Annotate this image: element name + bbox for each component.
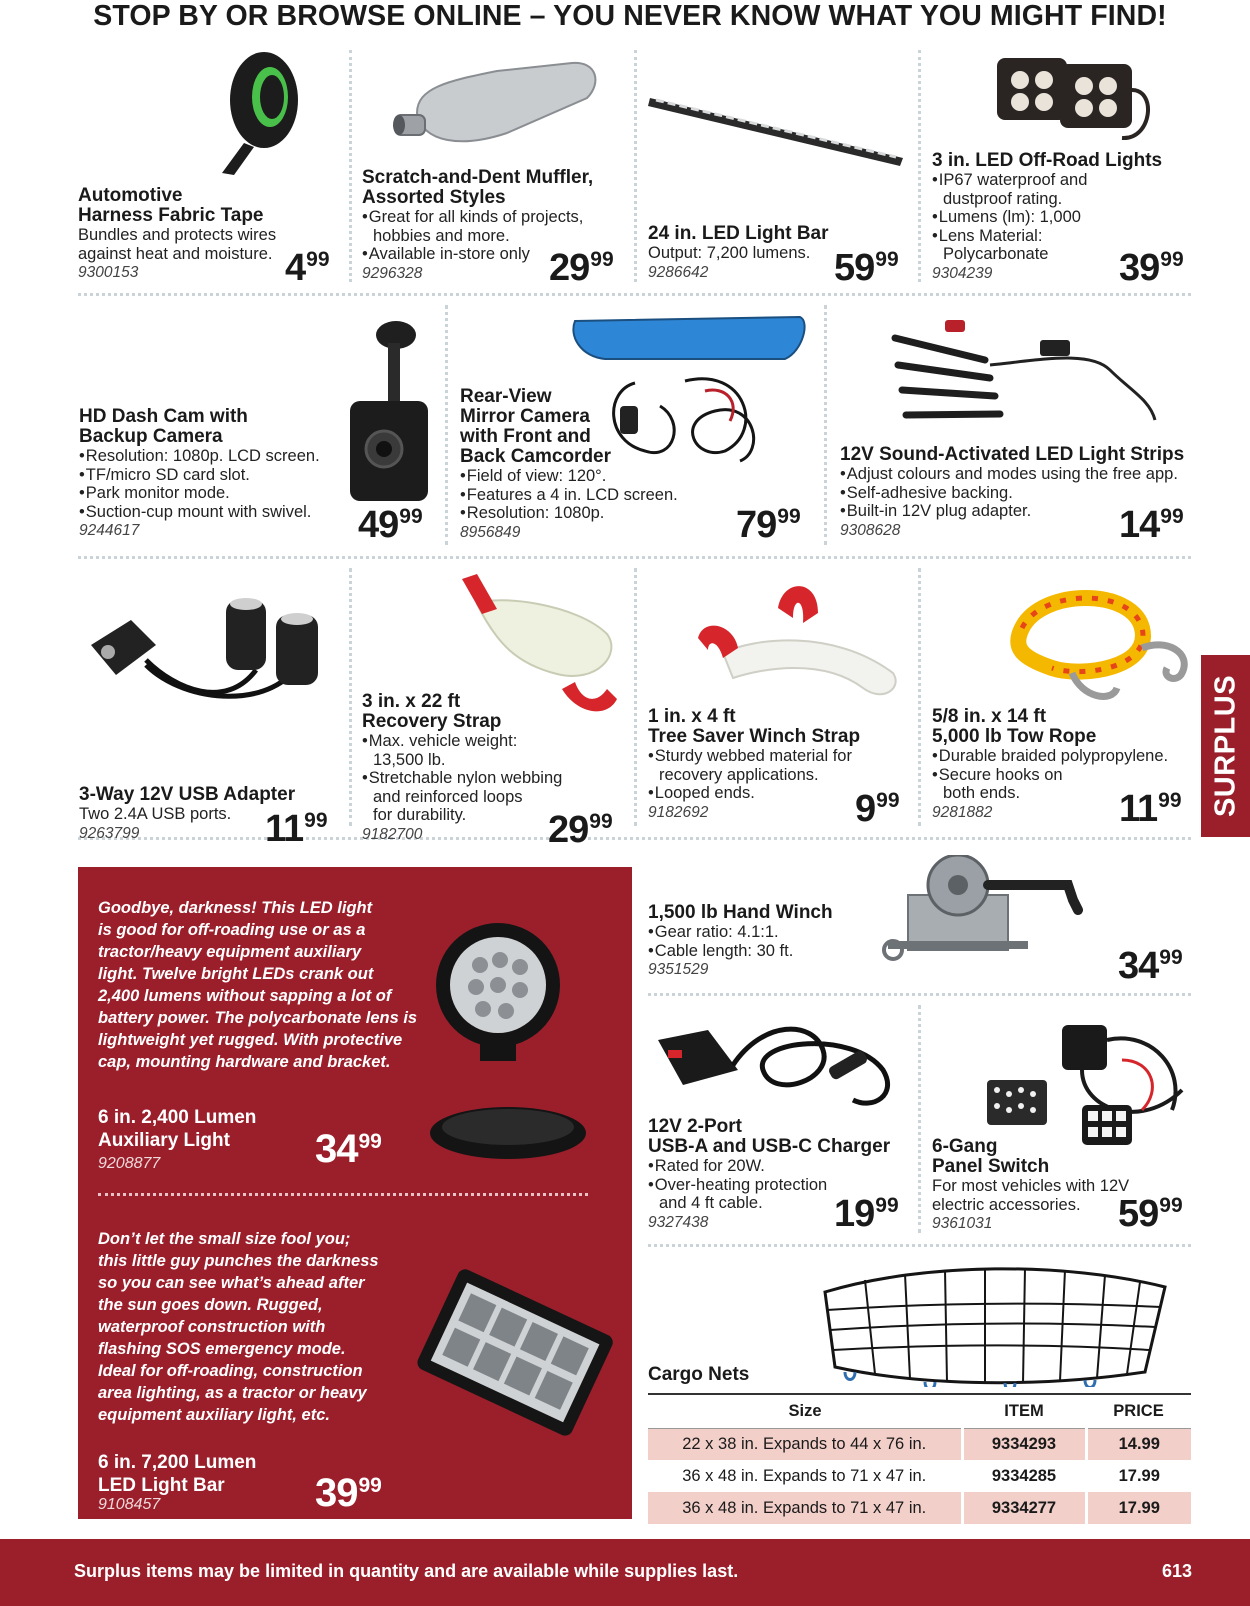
- column-header-price: PRICE: [1086, 1394, 1191, 1428]
- table-row: [648, 1428, 1191, 1460]
- column-divider: [634, 568, 637, 826]
- product-price: 3999: [1119, 247, 1184, 289]
- product-price: 2999: [549, 247, 614, 289]
- promo-sku-led-bar: 9108457: [98, 1496, 161, 1513]
- cell-price: 17.99: [1118, 1466, 1160, 1485]
- product-title: Panel Switch: [932, 1156, 1050, 1177]
- product-price: 1199: [1119, 788, 1182, 830]
- column-divider: [918, 568, 921, 826]
- row-divider: [78, 556, 1191, 559]
- promo-title-led-bar: 6 in. 7,200 Lumen LED Light Bar: [98, 1452, 257, 1496]
- product-price: 2999: [548, 809, 613, 851]
- product-sku: 9308628: [840, 521, 901, 539]
- column-divider: [634, 50, 637, 282]
- row-divider: [648, 1244, 1191, 1247]
- panel-switch-icon: [982, 1010, 1197, 1150]
- promo-blurb-aux-light: Goodbye, darkness! This LED light is good for off-roading use or as a tractor/heavy equipment auxiliary light. Twelve bright LEDs crank out 2,400 lumens without sapping a lot of battery power. The polycarbonate lens is lightweight yet rugged. With protective cap, mounting hardware and bracket.: [98, 899, 418, 1071]
- auxiliary-light-icon: [428, 905, 593, 1165]
- product-price: 3499: [1118, 945, 1183, 987]
- feature-list: [79, 447, 320, 521]
- product-card-led-light-bar-24[interactable]: [648, 45, 913, 289]
- feature-item: • Resolution: 1080p. LCD screen.: [79, 447, 320, 466]
- product-sku: 9296328: [362, 264, 423, 282]
- product-price: 1999: [834, 1193, 899, 1235]
- product-title: Recovery Strap: [362, 711, 502, 732]
- feature-item: • Gear ratio: 4.1:1.: [648, 923, 833, 942]
- fabric-tape-roll-icon: [204, 45, 304, 180]
- promo-title-aux-light: 6 in. 2,400 Lumen Auxiliary Light: [98, 1107, 257, 1151]
- product-title: 5,000 lb Tow Rope: [932, 726, 1097, 747]
- tree-saver-strap-icon: [693, 578, 908, 708]
- product-description: Output: 7,200 lumens.: [648, 244, 811, 262]
- feature-item: • Field of view: 120°.: [460, 467, 678, 486]
- product-sku: 9304239: [932, 264, 993, 282]
- product-sku: 9182700: [362, 825, 423, 843]
- feature-item: • Lens Material: Polycarbonate: [932, 227, 1162, 264]
- feature-list: [460, 467, 678, 523]
- product-price: 499: [285, 247, 330, 289]
- page-footer: [0, 1539, 1250, 1606]
- table-row: [648, 1492, 1191, 1524]
- promo-divider: [98, 1193, 588, 1196]
- feature-item: • Durable braided polypropylene.: [932, 747, 1168, 766]
- column-divider: [349, 568, 352, 826]
- feature-item: • IP67 waterproof and dustproof rating.: [932, 171, 1162, 208]
- row-divider: [78, 293, 1191, 296]
- product-sku: 9182692: [648, 803, 709, 821]
- section-tab-surplus: SURPLUS: [1201, 655, 1250, 837]
- product-price: 999: [855, 788, 900, 830]
- feature-item: • Resolution: 1080p.: [460, 504, 678, 523]
- product-title: 24 in. LED Light Bar: [648, 223, 829, 244]
- product-description: Two 2.4A USB ports.: [79, 805, 232, 823]
- feature-item: • Looped ends.: [648, 784, 860, 803]
- column-divider: [349, 50, 352, 282]
- cell-size: 22 x 38 in. Expands to 44 x 76 in.: [648, 1428, 962, 1460]
- column-header-size: Size: [648, 1394, 962, 1428]
- cargo-nets-table: [648, 1393, 1191, 1524]
- cargo-nets-title: Cargo Nets: [648, 1364, 750, 1385]
- product-title: 3-Way 12V USB Adapter: [79, 784, 296, 805]
- led-light-bar-icon: [648, 90, 908, 170]
- product-sku: 8956849: [460, 523, 521, 541]
- product-sku: 9281882: [932, 803, 993, 821]
- product-sku: 9263799: [79, 824, 140, 842]
- feature-item: • Rated for 20W.: [648, 1157, 890, 1176]
- product-title: Back Camcorder: [460, 446, 612, 467]
- product-card-offroad-lights[interactable]: [932, 45, 1197, 289]
- product-sku: 9244617: [79, 522, 140, 539]
- product-title: 3 in. LED Off-Road Lights: [932, 150, 1163, 171]
- product-title: 12V 2-Port: [648, 1116, 742, 1137]
- promo-price-aux-light: 3499: [315, 1127, 382, 1171]
- feature-item: • TF/micro SD card slot.: [79, 466, 320, 485]
- product-title: USB-A and USB-C Charger: [648, 1136, 891, 1157]
- dash-cam-icon: [348, 313, 433, 503]
- product-sku: 9286642: [648, 263, 709, 281]
- promo-blurb-led-bar: Don’t let the small size fool you; this little guy punches the darkness so you can see what’s ahead after the sun goes down. Rugged, waterproof construction with flashing SOS emergency mode. Ideal for off-roading, construction area lighting, as a tractor or heavy equipment auxiliary light, etc.: [98, 1230, 379, 1424]
- feature-list: [648, 747, 860, 803]
- featured-promo-panel: [78, 867, 632, 1519]
- usb-adapter-icon: [86, 590, 336, 720]
- product-sku: 9327438: [648, 1213, 709, 1231]
- product-title: 6-Gang: [932, 1136, 998, 1157]
- usb-charger-icon: [653, 1010, 908, 1120]
- product-card-muffler[interactable]: [362, 45, 627, 289]
- product-card-dash-cam[interactable]: [78, 305, 438, 550]
- led-light-bar-icon: [408, 1257, 618, 1457]
- feature-list: [362, 732, 562, 825]
- product-price: 5999: [1118, 1193, 1183, 1235]
- product-description: electric accessories.: [932, 1195, 1081, 1214]
- feature-item: • Suction-cup mount with swivel.: [79, 503, 320, 522]
- feature-item: • Built-in 12V plug adapter.: [840, 502, 1184, 521]
- feature-item: • Great for all kinds of projects, hobbies and more.: [362, 208, 593, 245]
- feature-item: • Sturdy webbed material for recovery applications.: [648, 747, 860, 784]
- led-light-strips-icon: [890, 310, 1160, 435]
- product-title: Tree Saver Winch Strap: [648, 726, 861, 747]
- cell-item: 9334277: [962, 1492, 1086, 1524]
- product-title: Backup Camera: [79, 426, 223, 447]
- feature-item: • Park monitor mode.: [79, 484, 320, 503]
- product-price: 7999: [736, 504, 801, 546]
- page-number: 613: [1161, 1561, 1192, 1581]
- product-sku: 9361031: [932, 1215, 993, 1232]
- product-description: For most vehicles with 12V: [932, 1177, 1130, 1195]
- column-divider: [824, 305, 827, 545]
- feature-item: • Max. vehicle weight: 13,500 lb.: [362, 732, 562, 769]
- feature-item: • Lumens (lm): 1,000: [932, 208, 1162, 227]
- feature-item: • Cable length: 30 ft.: [648, 942, 833, 961]
- column-divider: [918, 1005, 921, 1233]
- product-title: Harness Fabric Tape: [78, 205, 264, 226]
- product-title: Automotive: [78, 185, 183, 206]
- feature-item: • Self-adhesive backing.: [840, 484, 1184, 503]
- product-title: 12V Sound-Activated LED Light Strips: [840, 444, 1185, 465]
- product-title: with Front and: [460, 426, 591, 447]
- product-sku: 9300153: [78, 264, 139, 281]
- feature-item: • Adjust colours and modes using the free app.: [840, 465, 1184, 484]
- column-divider: [445, 305, 448, 545]
- cell-price: 14.99: [1086, 1428, 1191, 1460]
- tow-rope-icon: [1002, 578, 1197, 713]
- product-title: 5/8 in. x 14 ft: [932, 706, 1047, 727]
- product-card-usb-charger[interactable]: [648, 1005, 913, 1237]
- cell-price: 17.99: [1086, 1492, 1191, 1524]
- hand-winch-icon: [878, 855, 1088, 975]
- feature-item: • Secure hooks on both ends.: [932, 766, 1168, 803]
- product-card-tree-saver-strap[interactable]: [648, 568, 913, 830]
- feature-item: • Available in-store only: [362, 245, 593, 264]
- product-title: Mirror Camera: [460, 406, 590, 427]
- promo-price-led-bar: 3999: [315, 1471, 382, 1515]
- product-description: Bundles and protects wires: [78, 226, 277, 244]
- product-sku: 9351529: [648, 961, 709, 978]
- feature-item: • Features a 4 in. LCD screen.: [460, 486, 678, 505]
- product-price: 1499: [1119, 504, 1184, 546]
- product-title: Rear-View: [460, 386, 552, 407]
- product-card-hand-winch[interactable]: [648, 855, 1193, 985]
- product-card-recovery-strap[interactable]: [362, 568, 627, 851]
- cell-size: 36 x 48 in. Expands to 71 x 47 in.: [648, 1460, 962, 1492]
- row-divider: [648, 993, 1191, 996]
- product-title: Assorted Styles: [362, 187, 506, 208]
- product-title: 3 in. x 22 ft: [362, 691, 461, 712]
- feature-item: • Over-heating protection and 4 ft cable.: [648, 1176, 890, 1213]
- product-price: 4999: [358, 504, 423, 546]
- promo-sku-aux-light: 9208877: [98, 1155, 161, 1172]
- cell-item: 9334285: [962, 1460, 1086, 1492]
- product-card-led-light-strips[interactable]: [840, 305, 1200, 550]
- page-headline: STOP BY OR BROWSE ONLINE – YOU NEVER KNOW WHAT YOU MIGHT FIND!: [93, 0, 1167, 32]
- product-card-mirror-camera[interactable]: [460, 305, 815, 550]
- product-price: 5999: [834, 247, 899, 289]
- column-header-item: ITEM: [962, 1394, 1086, 1428]
- table-row: [648, 1460, 1191, 1492]
- product-card-fabric-tape[interactable]: [78, 45, 343, 289]
- product-card-usb-adapter[interactable]: [78, 568, 343, 850]
- offroad-lights-icon: [992, 50, 1162, 145]
- product-description: against heat and moisture.: [78, 244, 273, 263]
- feature-list: [648, 923, 833, 960]
- product-title: Scratch-and-Dent Muffler,: [362, 167, 594, 188]
- muffler-icon: [387, 53, 602, 163]
- cell-item: 9334293: [962, 1428, 1086, 1460]
- product-title: 1,500 lb Hand Winch: [648, 902, 833, 923]
- cell-size: 36 x 48 in. Expands to 71 x 47 in.: [648, 1492, 962, 1524]
- footer-note: Surplus items may be limited in quantity and are available while supplies last.: [74, 1561, 739, 1581]
- column-divider: [918, 50, 921, 282]
- cargo-net-icon: [805, 1262, 1185, 1387]
- product-card-tow-rope[interactable]: [932, 568, 1197, 830]
- feature-item: • Stretchable nylon webbing and reinforced loops for durability.: [362, 769, 562, 825]
- product-card-panel-switch[interactable]: [932, 1005, 1197, 1237]
- product-title: HD Dash Cam with: [79, 406, 248, 427]
- product-title: 1 in. x 4 ft: [648, 706, 736, 727]
- product-price: 1199: [265, 808, 328, 850]
